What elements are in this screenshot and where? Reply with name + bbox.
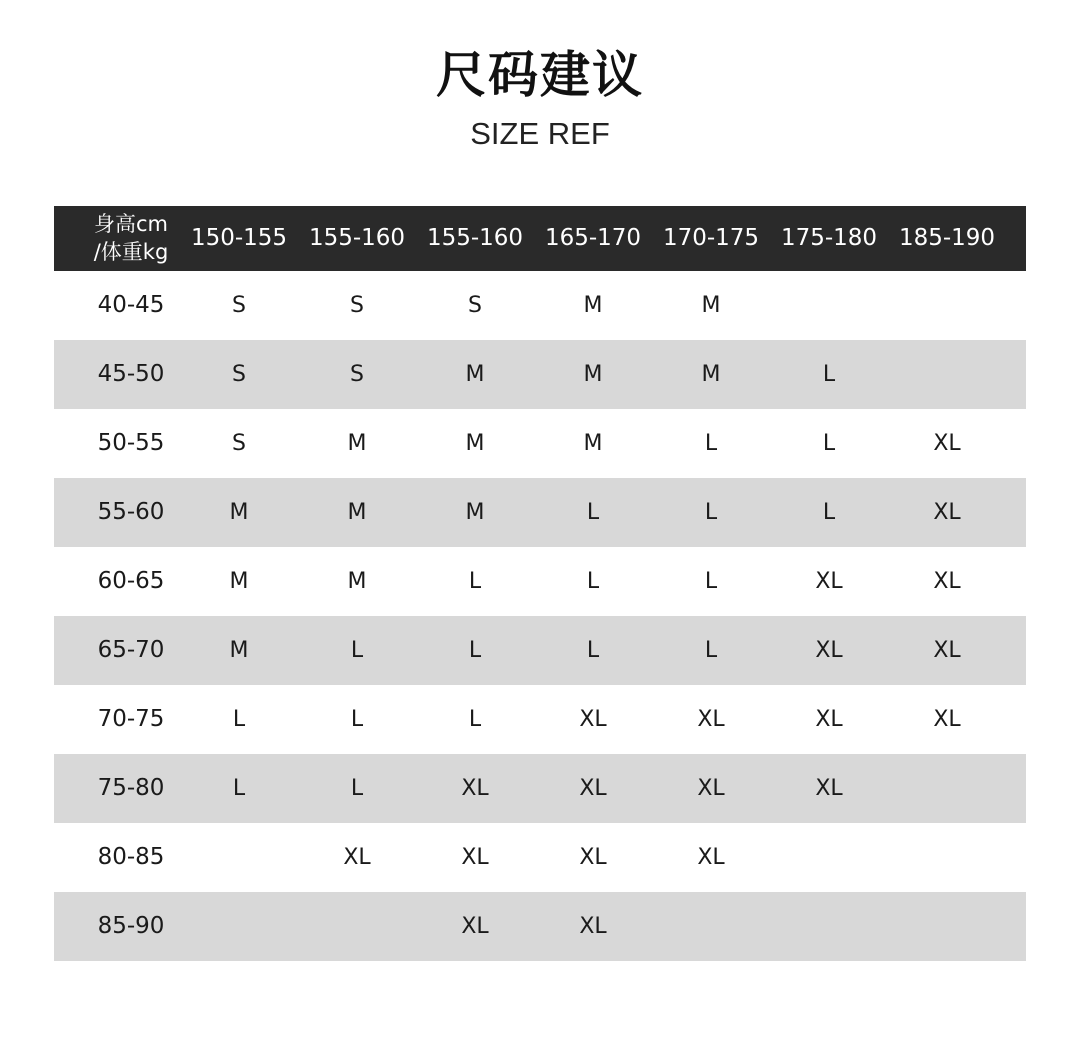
page-subtitle: SIZE REF <box>470 116 610 151</box>
row-weight-label: 40-45 <box>97 292 165 318</box>
size-cell: L <box>586 569 600 594</box>
column-header: 170-175 <box>662 225 760 251</box>
size-cell: XL <box>815 638 843 663</box>
size-cell: XL <box>815 707 843 732</box>
size-cell: L <box>704 638 718 663</box>
corner-weight-label: /体重kg <box>93 240 169 264</box>
size-cell: L <box>232 707 246 732</box>
size-cell: XL <box>579 776 607 801</box>
size-cell: M <box>583 293 603 318</box>
size-cell: M <box>701 362 721 387</box>
size-cell <box>298 892 416 961</box>
size-cell: L <box>350 707 364 732</box>
size-cell: M <box>229 638 249 663</box>
size-cell: L <box>468 569 482 594</box>
column-header: 155-160 <box>308 225 406 251</box>
size-cell: XL <box>461 845 489 870</box>
size-cell: XL <box>815 776 843 801</box>
table-header <box>54 206 1026 271</box>
column-header: 150-155 <box>190 225 288 251</box>
size-cell <box>888 271 1006 340</box>
row-weight-label: 55-60 <box>97 499 165 525</box>
row-weight-label: 80-85 <box>97 844 165 870</box>
size-cell: M <box>465 431 485 456</box>
size-cell: XL <box>933 707 961 732</box>
column-header: 175-180 <box>780 225 878 251</box>
size-cell: XL <box>697 845 725 870</box>
size-cell: L <box>350 638 364 663</box>
size-cell: L <box>586 500 600 525</box>
size-cell: L <box>704 569 718 594</box>
corner-header <box>76 210 186 266</box>
corner-height-label: 身高cm <box>93 212 168 236</box>
size-cell: M <box>465 362 485 387</box>
size-cell <box>888 892 1006 961</box>
size-cell: S <box>232 431 246 456</box>
table-row <box>54 547 1026 616</box>
size-cell: L <box>350 776 364 801</box>
row-weight-label: 60-65 <box>97 568 165 594</box>
size-cell: S <box>468 293 482 318</box>
row-weight-label: 70-75 <box>97 706 165 732</box>
size-cell: XL <box>933 431 961 456</box>
size-cell: M <box>347 500 367 525</box>
column-header: 155-160 <box>426 225 524 251</box>
size-cell: L <box>468 638 482 663</box>
size-cell: L <box>232 776 246 801</box>
table-row <box>54 892 1026 961</box>
table-body <box>54 271 1026 961</box>
table-row <box>54 271 1026 340</box>
size-cell: XL <box>579 845 607 870</box>
size-cell <box>770 271 888 340</box>
size-cell: S <box>232 293 246 318</box>
size-cell: M <box>583 362 603 387</box>
table-row <box>54 616 1026 685</box>
size-cell: M <box>347 431 367 456</box>
size-table <box>54 206 1026 961</box>
size-cell <box>770 892 888 961</box>
size-cell: S <box>350 293 364 318</box>
size-cell: XL <box>343 845 371 870</box>
size-cell: XL <box>815 569 843 594</box>
size-cell: XL <box>933 569 961 594</box>
size-cell <box>770 823 888 892</box>
size-cell: L <box>822 362 836 387</box>
size-cell: XL <box>579 707 607 732</box>
page-title: 尺码建议 <box>436 46 644 104</box>
size-cell: XL <box>933 638 961 663</box>
size-cell: XL <box>579 914 607 939</box>
table-row <box>54 340 1026 409</box>
size-cell: M <box>347 569 367 594</box>
size-cell: M <box>583 431 603 456</box>
size-cell: L <box>822 431 836 456</box>
row-weight-label: 85-90 <box>97 913 165 939</box>
size-cell: M <box>465 500 485 525</box>
row-weight-label: 50-55 <box>97 430 165 456</box>
table-row <box>54 685 1026 754</box>
size-cell: L <box>704 431 718 456</box>
table-row <box>54 754 1026 823</box>
size-cell <box>652 892 770 961</box>
size-cell: XL <box>697 707 725 732</box>
size-cell: XL <box>697 776 725 801</box>
size-cell <box>888 340 1006 409</box>
size-cell: L <box>822 500 836 525</box>
size-cell: L <box>468 707 482 732</box>
size-cell: M <box>229 569 249 594</box>
table-row <box>54 409 1026 478</box>
size-cell: S <box>350 362 364 387</box>
column-header: 185-190 <box>898 225 996 251</box>
row-weight-label: 65-70 <box>97 637 165 663</box>
column-header: 165-170 <box>544 225 642 251</box>
size-cell: S <box>232 362 246 387</box>
size-cell: M <box>701 293 721 318</box>
size-cell <box>888 823 1006 892</box>
row-weight-label: 45-50 <box>97 361 165 387</box>
size-cell: XL <box>461 776 489 801</box>
size-cell: M <box>229 500 249 525</box>
size-cell <box>180 892 298 961</box>
size-cell: XL <box>461 914 489 939</box>
table-row <box>54 823 1026 892</box>
row-weight-label: 75-80 <box>97 775 165 801</box>
table-row <box>54 478 1026 547</box>
size-cell: XL <box>933 500 961 525</box>
size-cell <box>180 823 298 892</box>
size-cell: L <box>704 500 718 525</box>
size-cell: L <box>586 638 600 663</box>
size-cell <box>888 754 1006 823</box>
